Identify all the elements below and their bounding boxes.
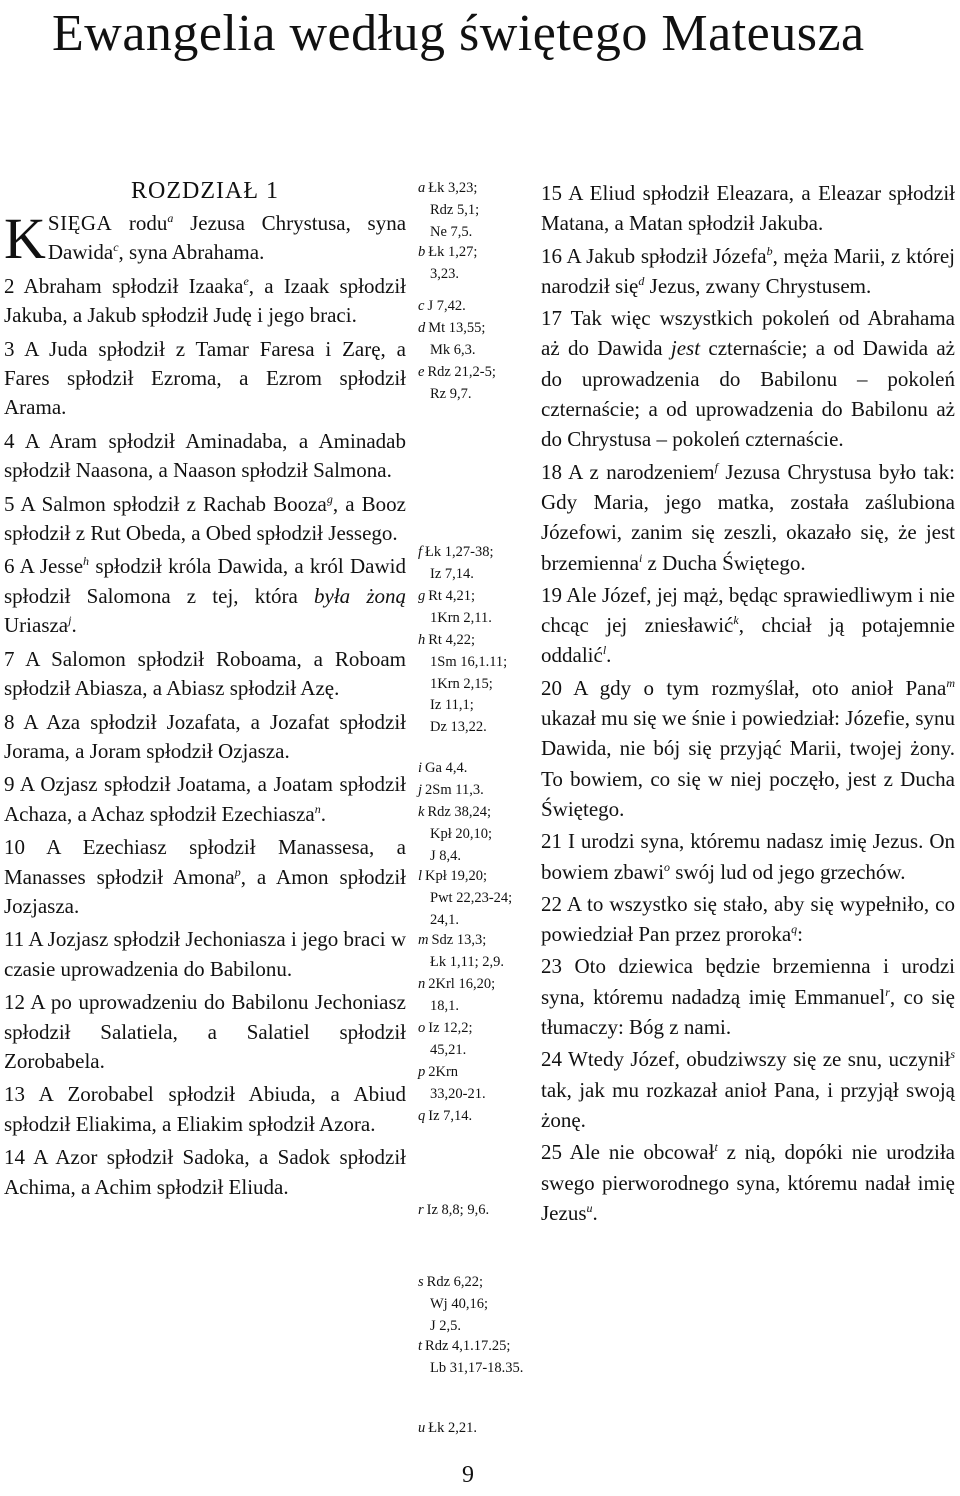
cross-reference-line: 1Sm 16,1.11;	[430, 653, 508, 670]
cross-reference-line: 24,1.	[430, 911, 459, 928]
verse-23-text-a: 23 Oto dziewica będzie brzemienna i urodzi syna, któremu nadadzą imię Emmanuel	[541, 954, 955, 1009]
footnote-ref-j: j	[68, 613, 72, 628]
cross-reference-letter: k	[418, 804, 425, 820]
cross-reference-letter: c	[418, 298, 425, 314]
verse-16	[541, 241, 955, 302]
verse-2-text-a: 2 Abraham spłodził Izaaka	[4, 273, 244, 298]
right-text-column	[541, 178, 955, 1230]
cross-reference-letter: h	[418, 632, 426, 648]
verse-25	[541, 1137, 955, 1228]
footnote-ref-g: g	[326, 491, 333, 506]
cross-reference-a	[418, 178, 540, 243]
cross-reference-letter: p	[418, 1064, 426, 1080]
cross-reference-line: Łk 1,11; 2,9.	[430, 953, 504, 970]
verse-2	[4, 272, 406, 331]
footnote-ref-u: u	[586, 1200, 593, 1215]
cross-reference-letter: f	[418, 544, 423, 560]
cross-reference-m	[418, 930, 540, 974]
verse-22-text: 22 A to wszystko się stało, aby się wypełniło, co powiedział Pan przez proroka	[541, 891, 955, 947]
verse-7: 7 A Salomon spłodził Roboama, a Roboam spłodził Abiasza, a Abiasz spłodził Azę.	[4, 646, 406, 701]
cross-reference-letter: d	[418, 320, 426, 336]
cross-reference-p	[418, 1062, 540, 1106]
cross-reference-letter: n	[418, 976, 426, 992]
drop-cap: K	[4, 206, 46, 271]
chapter-heading: ROZDZIAŁ 1	[131, 178, 279, 204]
cross-reference-line: Łk 2,21.	[428, 1420, 477, 1436]
verse-6-italic: była żoną	[314, 583, 407, 608]
verse-19	[541, 580, 955, 671]
cross-reference-line: 2Krn	[428, 1064, 459, 1080]
cross-reference-line: Rdz 21,2-5;	[427, 364, 496, 380]
cross-reference-line: Rdz 6,22;	[426, 1274, 484, 1290]
verse-23	[541, 951, 955, 1042]
cross-reference-j	[418, 780, 540, 802]
footnote-ref-f: f	[714, 459, 718, 474]
cross-reference-line: J 2,5.	[430, 1317, 462, 1334]
footnote-ref-e: e	[243, 273, 249, 288]
verse-5	[4, 490, 406, 549]
cross-reference-letter: g	[418, 588, 426, 604]
verse-20-text-a: 20 A gdy o tym rozmyślał, oto anioł Pana	[541, 675, 947, 700]
footnote-ref-r: r	[885, 984, 890, 999]
verse-21-text-a: 21 I urodzi syna, któremu nadasz imię Jezus. On bowiem zbawi	[541, 829, 955, 884]
cross-reference-c	[418, 296, 540, 318]
cross-reference-letter: q	[418, 1108, 426, 1124]
cross-reference-line: Mk 6,3.	[430, 341, 476, 358]
cross-reference-line: J 7,42.	[427, 298, 466, 314]
cross-reference-line: Łk 3,23;	[428, 180, 478, 196]
footnote-ref-s: s	[950, 1047, 955, 1062]
cross-reference-letter: s	[418, 1274, 424, 1290]
verse-22	[541, 889, 955, 950]
verse-19-text-b: , chciał ją potajemnie oddalić	[541, 613, 955, 668]
verse-25-text-a: 25 Ale nie obcował	[541, 1140, 715, 1165]
cross-reference-letter: b	[418, 244, 426, 260]
footnote-ref-q: q	[791, 922, 798, 937]
cross-reference-line: Lb 31,17-18.35.	[430, 1359, 524, 1376]
cross-reference-line: 18,1.	[430, 997, 459, 1014]
cross-reference-letter: a	[418, 180, 426, 196]
cross-reference-letter: t	[418, 1338, 423, 1354]
footnote-ref-h: h	[83, 554, 90, 569]
footnote-ref-m: m	[946, 675, 955, 690]
verse-6-end: .	[71, 613, 77, 638]
verse-25-text-b: z nią, dopóki nie urodziła swego pierworodnego syna, któremu nadał imię Jezus	[541, 1140, 956, 1225]
cross-reference-e	[418, 362, 540, 406]
cross-reference-line: Iz 12,2;	[428, 1020, 473, 1036]
verse-23-text-b: , co się tłumaczy: Bóg z nami.	[541, 984, 955, 1040]
cross-reference-line: 1Krn 2,11.	[430, 609, 492, 626]
cross-reference-line: Rdz 5,1;	[430, 201, 480, 218]
cross-reference-letter: m	[418, 932, 429, 948]
verse-16-text-b: , męża Marii, z której narodził się	[541, 243, 955, 298]
verse-24-text-b: tak, jak mu rozkazał anioł Pana, i przyjął swoją żonę.	[541, 1077, 955, 1132]
cross-reference-line: Mt 13,55;	[428, 320, 486, 336]
verse-13: 13 A Zorobabel spłodził Abiuda, a Abiud spłodził Eliakima, a Eliakim spłodził Azora.	[4, 1082, 406, 1136]
footnote-ref-p: p	[234, 864, 241, 879]
verse-6-text-a: 6 A Jesse	[4, 554, 84, 579]
verse-21	[541, 826, 955, 887]
cross-reference-line: Ga 4,4.	[425, 760, 468, 776]
footnote-ref-i: i	[638, 550, 643, 565]
cross-reference-line: Rt 4,22;	[428, 632, 475, 648]
footnote-ref-b: b	[766, 243, 773, 258]
verse-18-text-c: z Ducha Świętego.	[647, 550, 806, 575]
cross-reference-u	[418, 1418, 540, 1440]
verse-12: 12 A po uprowadzeniu do Babilonu Jechoniasz spłodził Salatiela, a Salatiel spłodził Zorobabela.	[4, 990, 406, 1073]
verse-16-text-c: Jezus, zwany Chrystusem.	[649, 273, 872, 298]
cross-reference-line: 45,21.	[430, 1041, 467, 1058]
cross-reference-line: J 8,4.	[430, 847, 462, 864]
verse-24	[541, 1044, 955, 1135]
cross-reference-line: Ne 7,5.	[430, 223, 473, 240]
verse-4: 4 A Aram spłodził Aminadaba, a Aminadab spłodził Naasona, a Naason spłodził Salmona.	[4, 428, 406, 483]
cross-reference-line: Łk 1,27-38;	[425, 544, 494, 560]
footnote-ref-a: a	[167, 211, 174, 225]
cross-reference-f	[418, 542, 540, 586]
cross-reference-letter: i	[418, 760, 423, 776]
cross-reference-line: Wj 40,16;	[430, 1295, 488, 1312]
cross-reference-letter: o	[418, 1020, 426, 1036]
cross-reference-line: Rdz 38,24;	[427, 804, 492, 820]
cross-reference-i	[418, 758, 540, 780]
verse-5-text-b: , a Booz spłodził z Rut Obeda, a Obed spłodził Jessego.	[4, 491, 406, 546]
cross-reference-t	[418, 1336, 540, 1380]
verse-17	[541, 303, 955, 454]
verse-17-italic: jest	[670, 336, 701, 361]
verse-1-smallcaps: SIĘGA	[47, 211, 113, 235]
footnote-ref-l: l	[602, 643, 607, 658]
verse-9-text: 9 A Ozjasz spłodził Joatama, a Joatam spłodził Achaza, a Achaz spłodził Ezechiasza	[4, 772, 406, 826]
left-text-column	[4, 176, 406, 1206]
verse-1-text-c: , syna Abrahama.	[118, 240, 265, 265]
verse-8: 8 A Aza spłodził Jozafata, a Jozafat spłodził Jorama, a Joram spłodził Ozjasza.	[4, 709, 406, 763]
cross-reference-line: Pwt 22,23-24;	[430, 889, 513, 906]
cross-reference-n	[418, 974, 540, 1018]
verse-20	[541, 673, 955, 824]
cross-reference-line: 2Sm 11,3.	[425, 782, 484, 798]
verse-21-text-b: swój lud od jego grzechów.	[675, 859, 906, 884]
footnote-ref-n: n	[314, 801, 321, 816]
cross-reference-line: 3,23.	[430, 265, 459, 282]
cross-reference-line: Iz 11,1;	[430, 697, 474, 714]
page-number: 9	[462, 1462, 474, 1488]
verse-6-text-b: spłodził króla Dawida, a król Dawid spłodził Salomona z tej, która	[4, 554, 407, 608]
cross-reference-h	[418, 630, 540, 739]
verse-9	[4, 770, 406, 829]
cross-reference-g	[418, 586, 540, 630]
cross-reference-line: Łk 1,27;	[428, 244, 478, 260]
verse-10	[4, 833, 406, 921]
verse-6-text-d: Uriasza	[4, 613, 69, 638]
cross-reference-letter: j	[418, 782, 423, 798]
verse-22-end: :	[797, 922, 803, 947]
cross-reference-line: Iz 8,8; 9,6.	[426, 1202, 490, 1218]
verse-1-text-b: Jezusa Chrystusa, syna Dawida	[47, 211, 407, 265]
cross-reference-line: Kpł 19,20;	[425, 868, 488, 884]
verse-1	[4, 206, 407, 271]
footnote-ref-t: t	[714, 1140, 718, 1155]
footnote-ref-k: k	[733, 613, 739, 628]
cross-reference-line: Sdz 13,3;	[431, 932, 487, 948]
cross-reference-line: Iz 7,14.	[430, 565, 474, 582]
verse-19-end: .	[606, 643, 612, 668]
cross-reference-line: Dz 13,22.	[430, 719, 487, 736]
cross-reference-line: 2Krl 16,20;	[428, 976, 496, 992]
verse-3: 3 A Juda spłodził z Tamar Faresa i Zarę, a Fares spłodził Ezroma, a Ezrom spłodził Arama.	[4, 336, 406, 420]
cross-reference-b	[418, 242, 540, 286]
verse-20-text-b: ukazał mu się we śnie i powiedział: Józefie, synu Dawida, nie bój się przyjąć Marii, twojej żony. To bowiem, co się w niej poczęło, jest z Ducha Świętego.	[541, 706, 955, 821]
cross-reference-k	[418, 802, 540, 867]
page-title: Ewangelia według świętego Mateusza	[52, 5, 865, 62]
verse-10-text-b: , a Amon spłodził Jozjasza.	[4, 864, 406, 918]
cross-reference-letter: e	[418, 364, 425, 380]
verse-1-text-a: rodu	[128, 211, 168, 235]
verse-18-text-a: 18 A z narodzeniem	[541, 459, 715, 484]
verse-15: 15 A Eliud spłodził Eleazara, a Eleazar spłodził Matana, a Matan spłodził Jakuba.	[541, 181, 955, 236]
verse-17-text-a: 17 Tak więc wszystkich pokoleń od Abrahama aż do Dawida	[541, 306, 955, 361]
footnote-ref-c: c	[113, 240, 119, 255]
verse-6	[4, 552, 406, 640]
cross-reference-line: Iz 7,14.	[428, 1108, 473, 1124]
cross-reference-letter: r	[418, 1202, 424, 1218]
cross-reference-o	[418, 1018, 540, 1062]
cross-reference-letter: u	[418, 1420, 426, 1436]
cross-reference-r	[418, 1200, 540, 1222]
cross-reference-line: Rz 9,7.	[430, 385, 472, 402]
cross-reference-line: Rdz 4,1.17.25;	[425, 1338, 511, 1354]
verse-5-text-a: 5 A Salmon spłodził z Rachab Booza	[4, 491, 327, 516]
cross-reference-line: 1Krn 2,15;	[430, 675, 493, 692]
verse-10-text-a: 10 A Ezechiasz spłodził Manassesa, a Manasses spłodził Amona	[4, 835, 406, 889]
verse-14: 14 A Azor spłodził Sadoka, a Sadok spłodził Achima, a Achim spłodził Eliuda.	[4, 1145, 406, 1199]
verse-24-text-a: 24 Wtedy Józef, obudziwszy się ze snu, uczynił	[541, 1047, 951, 1072]
verse-16-text-a: 16 A Jakub spłodził Józefa	[541, 243, 767, 268]
verse-2-text-b: , a Izaak spłodził Jakuba, a Jakub spłodził Judę i jego braci.	[4, 273, 406, 328]
cross-reference-d	[418, 318, 540, 362]
cross-reference-line: Kpł 20,10;	[430, 825, 493, 842]
cross-reference-line: 33,20-21.	[430, 1085, 486, 1102]
cross-reference-l	[418, 866, 540, 931]
verse-25-end: .	[592, 1200, 598, 1225]
footnote-ref-o: o	[664, 859, 671, 874]
footnote-ref-d: d	[638, 273, 645, 288]
verse-9-end: .	[320, 801, 326, 826]
verse-19-text-a: 19 Ale Józef, jej mąż, będąc sprawiedliwym i nie chcąc jej zniesławić	[541, 582, 955, 638]
verse-18	[541, 457, 955, 578]
verse-17-text-b: czternaście; a od Dawida aż do uprowadzenia do Babilonu – pokoleń czternaście; a od uprowadzenia do Babilonu aż do Chrystusa – pokoleń czternaście.	[541, 336, 955, 452]
cross-reference-s	[418, 1272, 540, 1337]
cross-reference-letter: l	[418, 868, 423, 884]
verse-11: 11 A Jozjasz spłodził Jechoniasza i jego braci w czasie uprowadzenia do Babilonu.	[4, 927, 406, 981]
cross-reference-q	[418, 1106, 540, 1128]
verse-18-text-b: Jezusa Chrystusa było tak: Gdy Maria, jego matka, została zaślubiona Józefowi, zanim się zeszli, okazało się, że jest brzemienna	[541, 459, 955, 575]
cross-reference-line: Rt 4,21;	[428, 588, 475, 604]
